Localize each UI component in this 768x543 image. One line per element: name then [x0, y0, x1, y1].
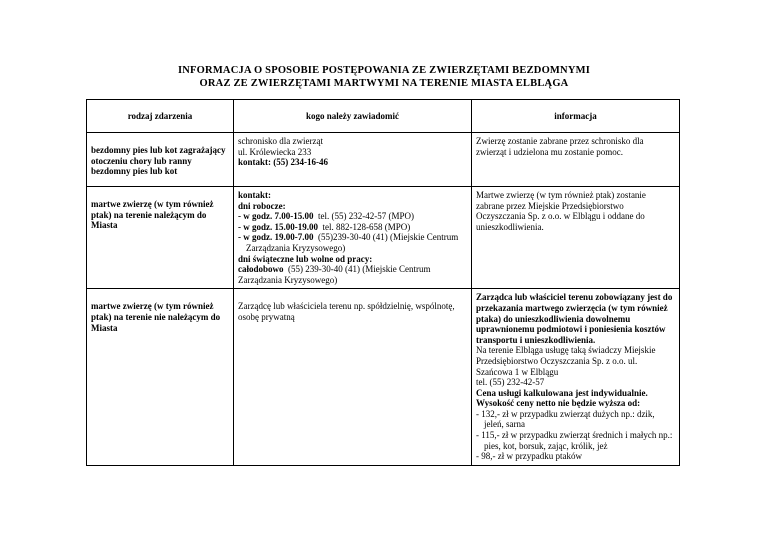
table-row: [87, 187, 680, 289]
row3-event: martwe zwierzę (w tym również ptak) na terenie nie należącym do Miasta: [87, 289, 234, 466]
row2-info: Martwe zwierzę (w tym również ptak) zostanie zabrane przez Miejskie Przedsiębiorstwo Oczyszczania Sp. z o.o. w Elblągu i oddane do unieszkodliwienia.: [472, 187, 680, 289]
header-contact: kogo należy zawiadomić: [234, 100, 472, 133]
title-line-1: INFORMACJA O SPOSOBIE POSTĘPOWANIA ZE ZWIERZĘTAMI BEZDOMNYMI: [177, 65, 591, 76]
row1-info: Zwierzę zostanie zabrane przez schronisko dla zwierząt i udzielona mu zostanie pomoc.: [472, 133, 680, 187]
row3-contact: Zarządcę lub właściciela terenu np. spółdzielnię, wspólnotę, osobę prywatną: [234, 289, 472, 466]
info-table: [86, 99, 680, 466]
table-header-row: [87, 100, 680, 133]
row1-event: bezdomny pies lub kot zagrażający otoczeniu chory lub ranny bezdomny pies lub kot: [87, 133, 234, 187]
header-info: informacja: [472, 100, 680, 133]
title-line-2: ORAZ ZE ZWIERZĘTAMI MARTWYMI NA TERENIE MIASTA ELBLĄGA: [199, 78, 569, 89]
row3-info: Zarządca lub właściciel terenu zobowiązany jest do przekazania martwego zwierzęcia (w tym również ptaka) do unieszkodliwienia dowolnemu uprawnionemu podmiotowi i poniesienia kosztów transportu i unieszkodliwienia. Na terenie Elbląga usługę taką świadczy Miejskie Przedsiębiorstwo Oczyszczania Sp. z o.o. ul. Szańcowa 1 w Elblągu tel. (55) 232-42-57 Cena usługi kalkulowana jest indywidualnie. Wysokość ceny netto nie będzie wyższa od: - 132,- zł w przypadku zwierząt dużych np.: dzik, jeleń, sarna - 115,- zł w przypadku zwierząt średnich i małych np.: pies, kot, borsuk, zając, królik, jeż - 98,- zł w przypadku ptaków: [472, 289, 680, 466]
row2-contact: kontakt: dni robocze: - w godz. 7.00-15.00 tel. (55) 232-42-57 (MPO) - w godz. 15.00-19.00 tel. 882-128-658 (MPO) - w godz. 19.00-7.00 (55)239-30-40 (41) (Miejskie Centrum Zarządzania Kryzysowego) dni świąteczne lub wolne od pracy: całodobowo (55) 239-30-40 (41) (Miejskie Centrum Zarządzania Kryzysowego): [234, 187, 472, 289]
header-event: rodzaj zdarzenia: [87, 100, 234, 133]
row1-contact: schronisko dla zwierząt ul. Królewiecka 233 kontakt: (55) 234-16-46: [234, 133, 472, 187]
table-row: [87, 133, 680, 187]
row2-event: martwe zwierzę (w tym również ptak) na terenie należącym do Miasta: [87, 187, 234, 289]
page-title: [0, 64, 768, 90]
table-row: [87, 289, 680, 466]
